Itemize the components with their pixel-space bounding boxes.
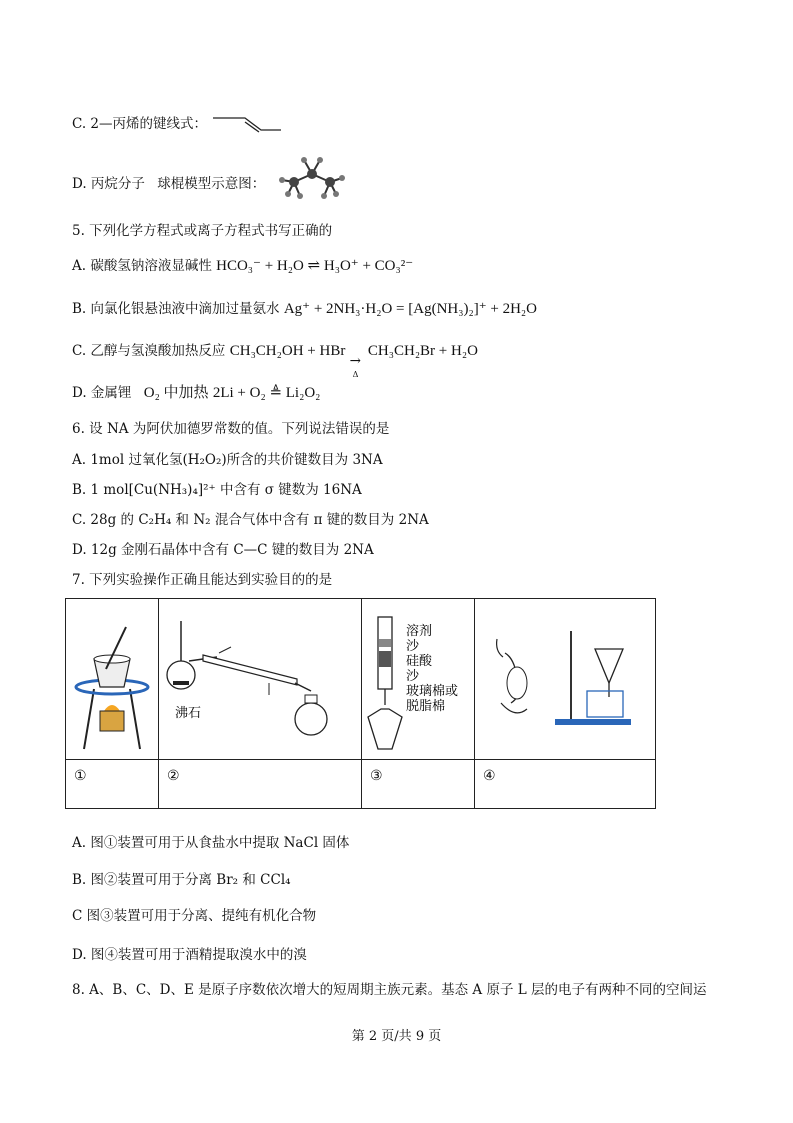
q5-option-c: C. 乙醇与氢溴酸加热反应 CH₃CH₂OH + HBr → Δ CH₃CH₂Br + H₂O: [72, 342, 478, 360]
q5-stem: 5. 下列化学方程式或离子方程式书写正确的: [72, 223, 333, 239]
q4-option-c: [72, 112, 283, 134]
q7-apparatus-table: [65, 598, 656, 809]
evaporating-dish-apparatus: [66, 599, 158, 755]
q5-option-c-eq-right: CH₃CH₂Br + H₂O: [367, 343, 478, 359]
q5-option-d: [72, 384, 320, 402]
q7-option-c: C 图③装置可用于分离、提纯有机化合物: [72, 908, 317, 924]
fig3-label-5: 玻璃棉或: [406, 684, 459, 699]
fig3-label-3: 硅酸: [406, 654, 433, 669]
cell-label-4: ④: [475, 760, 656, 809]
q5-option-d-equation: 2Li + O₂ ≜ Li₂O₂: [212, 385, 321, 401]
page-footer: 第 2 页/共 9 页: [351, 1029, 442, 1044]
q5-option-c-eq-left: CH₃CH₂OH + HBr: [229, 343, 346, 359]
q5-option-b-label: B. 向氯化银悬浊液中滴加过量氨水: [72, 301, 280, 317]
q5-option-b-equation: Ag⁺ + 2NH₃·H₂O = [Ag(NH₃)₂]⁺ + 2H₂O: [283, 301, 537, 317]
q7-option-a: A. 图①装置可用于从食盐水中提取 NaCl 固体: [72, 835, 350, 851]
q7-figure-row: [66, 599, 656, 760]
q4-option-d-text-b: 球棍模型示意图：: [157, 176, 266, 192]
chromatography-column-apparatus: [362, 599, 474, 755]
figure-3-column: [362, 599, 475, 760]
q6-option-a: A. 1mol 过氧化氢(H₂O₂)所含的共价键数目为 3NA: [72, 452, 383, 468]
q5-option-d-mid: O₂ 中加热: [143, 385, 209, 401]
q4-option-c-text: C. 2—丙烯的键线式：: [72, 116, 208, 132]
q7-label-row: [66, 760, 656, 809]
cell-label-3: ③: [362, 760, 475, 809]
cell-label-1: ①: [66, 760, 159, 809]
fig3-label-2: 沙: [406, 639, 420, 654]
q6-option-b: B. 1 mol[Cu(NH₃)₄]²⁺ 中含有 σ 键数为 16NA: [72, 482, 362, 498]
cell-label-2: ②: [159, 760, 362, 809]
q7-option-d: D. 图④装置可用于酒精提取溴水中的溴: [72, 947, 307, 963]
figure-1-evaporation: [66, 599, 159, 760]
propene-skeletal-formula: [211, 112, 283, 134]
q7-stem: 7. 下列实验操作正确且能达到实验目的的是: [72, 572, 333, 588]
fig3-label-4: 沙: [406, 669, 420, 684]
distillation-apparatus: [159, 599, 361, 755]
q5-option-c-label: C. 乙醇与氢溴酸加热反应: [72, 343, 226, 359]
q7-option-b: B. 图②装置可用于分离 Br₂ 和 CCl₄: [72, 872, 291, 888]
q8-stem: 8. A、B、C、D、E 是原子序数依次增大的短周期主族元素。基态 A 原子 L 层的电子有两种不同的空间运: [72, 982, 707, 998]
fig3-label-1: 溶剂: [406, 624, 433, 639]
figure-4-separatory-funnel: [475, 599, 656, 760]
q5-option-b: [72, 300, 537, 318]
q6-stem: 6. 设 NA 为阿伏加德罗常数的值。下列说法错误的是: [72, 421, 390, 437]
figure-2-distillation: [159, 599, 362, 760]
q4-option-d-text-a: D. 丙烷分子: [72, 176, 145, 192]
q5-option-d-label: D. 金属锂: [72, 385, 132, 401]
q6-option-c: C. 28g 的 C₂H₄ 和 N₂ 混合气体中含有 π 键的数目为 2NA: [72, 512, 429, 528]
propane-ball-stick-model: [272, 152, 352, 202]
fig3-label-6: 脱脂棉: [406, 699, 446, 714]
q5-option-c-condition: Δ: [352, 370, 359, 379]
separatory-funnel-apparatus: [475, 599, 655, 755]
q4-option-d: [72, 175, 265, 193]
fig2-boiling-chip-label: 沸石: [175, 706, 202, 721]
q5-option-a-label: A. 碳酸氢钠溶液显碱性: [72, 258, 212, 274]
q5-option-a: [72, 257, 413, 275]
q5-option-a-equation: HCO₃⁻ + H₂O ⇌ H₃O⁺ + CO₃²⁻: [216, 258, 414, 274]
q6-option-d: D. 12g 金刚石晶体中含有 C—C 键的数目为 2NA: [72, 542, 374, 558]
